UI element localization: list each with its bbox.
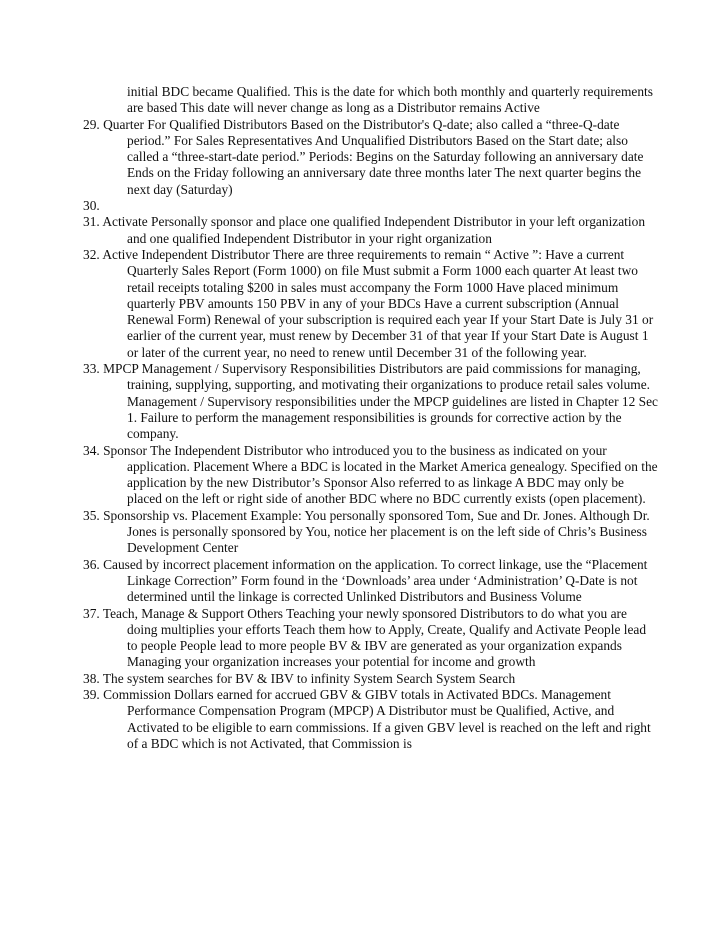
list-item-37: 37. Teach, Manage & Support Others Teaching your newly sponsored Distributors to do what you are doing multiplies your efforts Teach them how to Apply, Create, Qualify and Activate People lead to people People lead to more people BV & IBV are generated as your organization expands Managing your organization increases your potential for income and growth — [83, 605, 647, 670]
list-item-34: 34. Sponsor The Independent Distributor who introduced you to the business as indicated on your application. Placement Where a BDC is located in the Market America genealogy. Specified on the application by the new Distributor’s Sponsor Also referred to as linkage A BDC may only be placed on the left or right side of another BDC where no BDC currently exists (open placement). — [83, 442, 658, 507]
list-item-35: 35. Sponsorship vs. Placement Example: You personally sponsored Tom, Sue and Dr. Jones. Although Dr. Jones is personally sponsored by You, notice her placement is on the left side of Chris’s Business Development Center — [83, 507, 650, 556]
list-item-31: 31. Activate Personally sponsor and place one qualified Independent Distributor in your left organization and one qualified Independent Distributor in your right organization — [83, 214, 646, 246]
list-item-29: 29. Quarter For Qualified Distributors Based on the Distributor's Q-date; also called a “three-Q-date period.” For Sales Representatives And Unqualified Distributors Based on the Start date; also called a “three-start-date period.” Periods: Begins on the Saturday following an anniversary date Ends on the Friday following an anniversary date three months later The next quarter begins the next day (Saturday) — [83, 116, 644, 197]
list-item-30: 30. — [83, 198, 100, 214]
list-item-36: 36. Caused by incorrect placement information on the application. To correct linkage, use the “Placement Linkage Correction” Form found in the ‘Downloads’ area under ‘Administration’ Q-Date is not determined until the linkage is corrected Unlinked Distributors and Business Volume — [83, 556, 648, 605]
list-item-33: 33. MPCP Management / Supervisory Responsibilities Distributors are paid commissions for managing, training, supplying, supporting, and motivating their organizations to produce retail sales volume. Management / Supervisory responsibilities under the MPCP guidelines are listed in Chapter 12 Sec 1. Failure to perform the management responsibilities is grounds for corrective action by the company. — [83, 361, 658, 442]
list-item-32: 32. Active Independent Distributor There are three requirements to remain “ Active ”: Have a current Quarterly Sales Report (Form 1000) on file Must submit a Form 1000 each quarter At least two retail receipts totaling $200 in sales must accompany the Form 1000 Have placed minimum quarterly PBV amounts 150 PBV in any of your BDCs Have a current subscription (Annual Renewal Form) Renewal of your subscription is required each year If your Start Date is July 31 or earlier of the current year, must renew by December 31 of that year If your Start Date is August 1 or later of the current year, no need to renew until December 31 of the following year. — [83, 246, 654, 360]
numbered-list — [83, 84, 658, 752]
list-item-continuation: initial BDC became Qualified. This is the date for which both monthly and quarterly requirements are based This date will never change as long as a Distributor remains Active — [127, 84, 653, 116]
list-item-39: 39. Commission Dollars earned for accrued GBV & GIBV totals in Activated BDCs. Management Performance Compensation Program (MPCP) A Distributor must be Qualified, Active, and Activated to be eligible to earn commissions. If a given GBV level is reached on the left and right of a BDC which is not Activated, that Commission is — [83, 686, 651, 751]
list-item-38: 38. The system searches for BV & IBV to infinity System Search System Search — [83, 670, 516, 686]
